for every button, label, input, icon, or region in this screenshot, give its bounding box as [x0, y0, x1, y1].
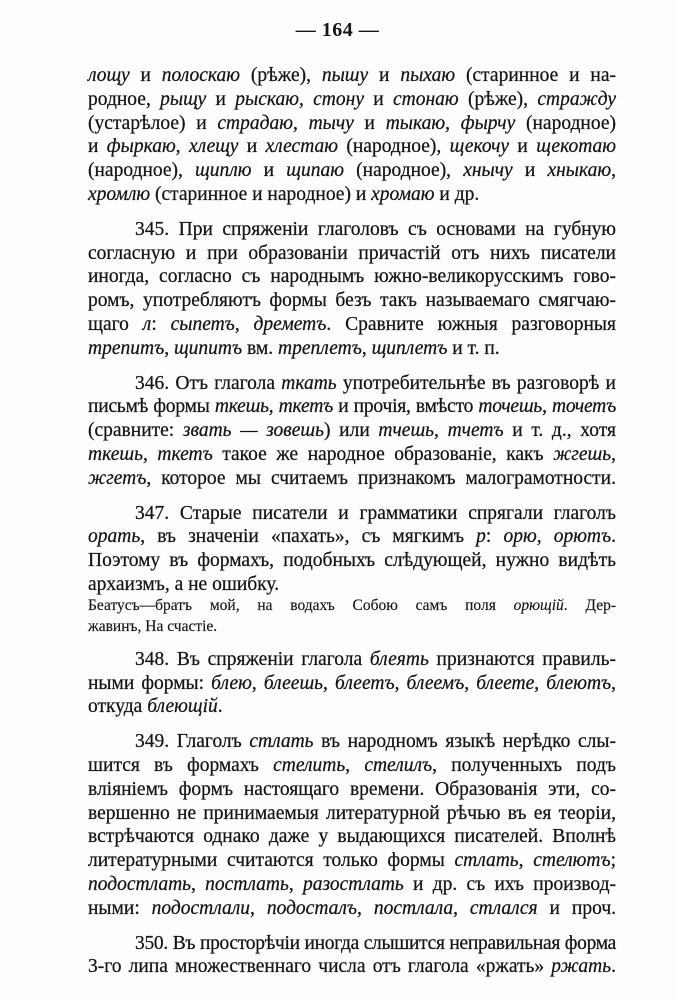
italic-term: рыскаю	[235, 88, 299, 110]
italic-term: ткешь	[214, 396, 269, 418]
italic-term: тчешь	[378, 420, 435, 442]
text-run: (сравните:	[88, 420, 183, 442]
text-run: .	[217, 696, 223, 718]
italic-term: полоскаю	[161, 65, 241, 86]
text-line	[88, 419, 616, 443]
text-run: ,	[298, 88, 314, 110]
text-run: и	[368, 65, 401, 86]
text-run: ,	[251, 672, 264, 694]
text-run: иногда, согласно съ народнымъ южно-великорусскимъ гово-	[88, 266, 616, 288]
text-run: встрѣчаются однако даже у выдающихся писателей. Вполнѣ	[88, 826, 616, 848]
text-line	[88, 183, 616, 207]
text-run: ) или	[324, 420, 379, 442]
text-line	[88, 672, 616, 696]
text-run: ,	[164, 337, 174, 359]
text-run: Поэтому въ формахъ, подобныхъ слѣдующей, нужно видѣть	[88, 550, 616, 572]
text-run: ,	[191, 873, 206, 895]
text-run: ,	[250, 897, 267, 919]
text-run: ,	[536, 526, 554, 548]
text-line	[88, 573, 616, 597]
text-line	[88, 502, 616, 526]
italic-term: стелилъ	[364, 754, 433, 776]
text-line	[88, 159, 616, 183]
text-line	[88, 64, 616, 88]
text-run: вліяніемъ формъ настоящаго времени. Образованія эти, со-	[88, 778, 616, 800]
italic-term: блеешь	[263, 672, 324, 694]
text-line	[88, 932, 616, 956]
text-line	[88, 265, 616, 289]
italic-term: щекотаю	[536, 136, 617, 158]
text-run: Глаголъ	[169, 731, 250, 753]
text-run: и	[512, 160, 548, 182]
text-run: и др.	[434, 183, 480, 205]
text-run: (народное),	[344, 160, 464, 182]
text-line	[88, 695, 616, 719]
italic-term: подостлали	[151, 897, 251, 919]
text-run: вм.	[242, 337, 278, 359]
text-run: При спряженіи глаголовъ съ основами на губную	[169, 218, 616, 240]
text-run: (старинное и народное) и	[150, 183, 372, 205]
italic-term: блею	[211, 672, 252, 694]
text-run: (старинное и на-	[455, 65, 617, 86]
text-line	[88, 616, 616, 637]
text-run: и	[129, 65, 162, 86]
text-line	[88, 135, 616, 159]
italic-term: хромлю	[88, 183, 151, 205]
italic-term: хнычу	[463, 160, 513, 182]
italic-term: щиплетъ	[371, 337, 448, 359]
text-line	[88, 802, 616, 826]
text-run: вершенно не принимаемыя литературной рѣчью въ ея теоріи,	[88, 802, 616, 824]
italic-term: звать — зовешь	[182, 420, 324, 442]
text-line	[88, 955, 616, 979]
italic-term: рыщу	[160, 88, 207, 110]
text-run: согласную и при образованіи причастій отъ нихъ писатели	[88, 242, 616, 264]
text-run: (народное),	[338, 136, 450, 158]
text-run: письмѣ формы	[88, 396, 215, 418]
text-run: въ народномъ языкѣ нерѣдко слы-	[313, 731, 616, 753]
text-run: ,	[434, 420, 448, 442]
section-number: 349.	[135, 731, 170, 753]
text-run: щаго	[88, 313, 143, 335]
italic-term: л	[142, 313, 152, 335]
paragraph-350	[88, 932, 616, 980]
italic-term: жгешь	[553, 443, 612, 465]
text-run: , которое мы считаемъ признакомъ малограмотности.	[146, 467, 616, 489]
text-line	[88, 313, 616, 337]
text-run: (народное)	[515, 112, 616, 134]
text-line	[88, 395, 616, 419]
italic-term: р	[476, 526, 486, 548]
italic-term: ткетъ	[157, 443, 213, 465]
italic-term: хлестаю	[265, 136, 339, 158]
text-line	[88, 648, 616, 672]
text-run: ,	[288, 873, 303, 895]
italic-term: хныкаю	[547, 160, 612, 182]
text-run: ,	[268, 396, 279, 418]
italic-term: орющій	[513, 596, 564, 614]
italic-term: блеютъ	[546, 672, 612, 694]
italic-term: страдаю	[217, 112, 293, 134]
italic-term: точешь	[478, 396, 543, 418]
text-run: ными:	[88, 897, 152, 919]
text-line	[88, 595, 616, 616]
paragraph-346	[88, 372, 616, 491]
text-run: ,	[542, 396, 552, 418]
text-run: ,	[445, 112, 461, 134]
text-run: и т. д., хотя	[503, 420, 616, 442]
section-number: 346.	[135, 372, 170, 394]
italic-term: щипаю	[286, 160, 345, 182]
italic-term: ткать	[281, 372, 337, 394]
text-run: ,	[453, 897, 470, 919]
text-line	[88, 549, 616, 573]
text-run: шится въ формахъ	[88, 754, 274, 776]
text-run: и	[353, 112, 386, 134]
section-number: 345.	[135, 218, 170, 240]
section-number: 350.	[135, 932, 168, 954]
text-line	[88, 289, 616, 313]
text-run: (рѣже),	[240, 65, 322, 86]
text-run: откуда	[88, 696, 148, 718]
text-line	[88, 778, 616, 802]
text-run: ,	[357, 897, 374, 919]
text-run: и	[88, 136, 107, 158]
text-line	[88, 825, 616, 849]
italic-term: тычу	[308, 112, 354, 134]
text-run: (народное),	[88, 160, 196, 182]
paragraph-348	[88, 648, 616, 719]
text-line	[88, 443, 616, 467]
text-run: употребительнѣе въ разговорѣ и	[336, 372, 616, 394]
italic-term: пыхаю	[400, 65, 456, 86]
italic-term: блеемъ	[406, 672, 465, 694]
text-run: и проч.	[537, 897, 617, 919]
text-run: и	[251, 160, 287, 182]
text-run: ,	[611, 443, 616, 465]
paragraph-continued	[88, 64, 616, 207]
italic-term: тыкаю	[385, 112, 446, 134]
italic-term: дреметъ	[253, 313, 327, 335]
section-number: 348.	[135, 648, 170, 670]
text-run: родное,	[88, 88, 161, 110]
text-run: и прочія, вмѣсто	[333, 396, 479, 418]
text-run: ,	[345, 754, 365, 776]
italic-term: ткешь	[88, 443, 143, 465]
text-run: и	[206, 88, 236, 110]
text-run: ,	[142, 443, 158, 465]
text-run: ,	[534, 672, 547, 694]
text-run: , въ значеніи «пахать», съ мягкимъ	[140, 526, 477, 548]
italic-term: точетъ	[551, 396, 616, 418]
italic-term: блеетъ	[335, 672, 395, 694]
text-run: .	[611, 956, 616, 978]
italic-term: подостлать	[88, 873, 192, 895]
text-run: Беатусъ—братъ мой, на водахъ Собою самъ поля	[88, 596, 514, 614]
italic-term: стонаю	[393, 88, 459, 110]
text-run: и	[509, 136, 537, 158]
italic-term: разостлать	[302, 873, 404, 895]
text-run: ;	[610, 850, 617, 872]
italic-term: стону	[313, 88, 364, 110]
text-run: :	[485, 526, 504, 548]
text-run: Отъ глагола	[169, 372, 282, 394]
text-run: ,	[293, 112, 309, 134]
italic-term: орютъ	[553, 526, 612, 548]
text-line	[88, 873, 616, 897]
text-line	[88, 754, 616, 778]
text-run: ,	[394, 672, 407, 694]
text-line	[88, 337, 616, 361]
italic-term: пышу	[321, 65, 369, 86]
italic-term: стлался	[469, 897, 538, 919]
text-run: ,	[464, 672, 477, 694]
page-number: — 164 —	[295, 19, 380, 41]
text-line	[88, 372, 616, 396]
text-run: ,	[361, 337, 372, 359]
paragraph-349	[88, 730, 616, 920]
italic-term: лощу	[88, 65, 130, 86]
text-run: ными формы:	[88, 672, 212, 694]
text-line	[88, 467, 616, 491]
text-run: 3-го липа множественнаго числа отъ глагола «ржать»	[88, 956, 552, 978]
italic-term: тчетъ	[447, 420, 504, 442]
text-run: Старые писатели и грамматики спрягали глаголъ	[169, 502, 616, 524]
italic-term: блеете	[476, 672, 535, 694]
italic-term: треплетъ	[277, 337, 362, 359]
text-run: .	[611, 526, 617, 548]
text-line	[88, 897, 616, 921]
paragraph-347	[88, 502, 616, 597]
italic-term: стлать	[454, 850, 519, 872]
italic-term: блеять	[369, 648, 429, 670]
italic-term: постлала	[373, 897, 454, 919]
text-line	[88, 730, 616, 754]
text-run: , полученныхъ подъ	[432, 754, 616, 776]
text-run: и др. съ ихъ производ-	[403, 873, 617, 895]
section-number: 347.	[135, 502, 170, 524]
italic-term: хромаю	[371, 183, 435, 205]
italic-term: подосталъ	[266, 897, 358, 919]
page-body	[88, 64, 616, 979]
italic-term: стлать	[249, 731, 314, 753]
text-run: литературными считаются только формы	[88, 850, 455, 872]
italic-term: щекочу	[449, 136, 510, 158]
quotation	[88, 595, 616, 637]
text-run: ромъ, употребляютъ формы безъ такъ называемаго смягчаю-	[88, 290, 616, 312]
text-run: признаются правиль-	[428, 648, 616, 670]
text-run: архаизмъ, а не ошибку.	[88, 573, 280, 595]
text-line	[88, 242, 616, 266]
text-line	[88, 88, 616, 112]
text-run: ,	[175, 136, 189, 158]
text-run: Въ просторѣчіи иногда слышится неправильная форма	[167, 932, 616, 954]
text-run: ,	[323, 672, 335, 694]
italic-term: фыркаю	[106, 136, 176, 158]
text-line	[88, 525, 616, 549]
text-run: :	[151, 313, 171, 335]
italic-term: стражду	[537, 88, 616, 110]
italic-term: стелютъ	[533, 850, 611, 872]
italic-term: ржать	[551, 956, 612, 978]
text-run: и	[363, 88, 394, 110]
text-run: . Дер-	[563, 596, 616, 614]
text-line	[88, 112, 616, 136]
text-run: . Сравните южныя разговорныя	[326, 313, 617, 335]
italic-term: хлещу	[188, 136, 239, 158]
italic-term: щипитъ	[173, 337, 243, 359]
text-run: и	[238, 136, 266, 158]
italic-term: трепитъ	[88, 337, 165, 359]
text-run: ,	[234, 313, 254, 335]
italic-term: жгетъ	[88, 467, 147, 489]
text-run: и т. п.	[447, 337, 500, 359]
italic-term: орать	[88, 526, 141, 548]
paragraph-345	[88, 218, 616, 361]
italic-term: блеющій	[147, 696, 218, 718]
italic-term: постлать	[205, 873, 289, 895]
text-run: ,	[518, 850, 534, 872]
text-line	[88, 218, 616, 242]
italic-term: сыпетъ	[170, 313, 235, 335]
italic-term: щиплю	[195, 160, 252, 182]
text-run: ,	[611, 672, 617, 694]
text-run: (устарѣлое) и	[88, 112, 218, 134]
italic-term: ткетъ	[278, 396, 333, 418]
italic-term: фырчу	[460, 112, 516, 134]
italic-term: орю	[503, 526, 537, 548]
text-run: Въ спряженіи глагола	[169, 648, 370, 670]
text-run: жавинъ, На счастіе.	[88, 617, 218, 635]
text-run: ,	[611, 160, 617, 182]
text-line	[88, 849, 616, 873]
text-run: такое же народное образованіе, какъ	[212, 443, 554, 465]
italic-term: стелить	[273, 754, 346, 776]
text-run: (рѣже),	[458, 88, 538, 110]
